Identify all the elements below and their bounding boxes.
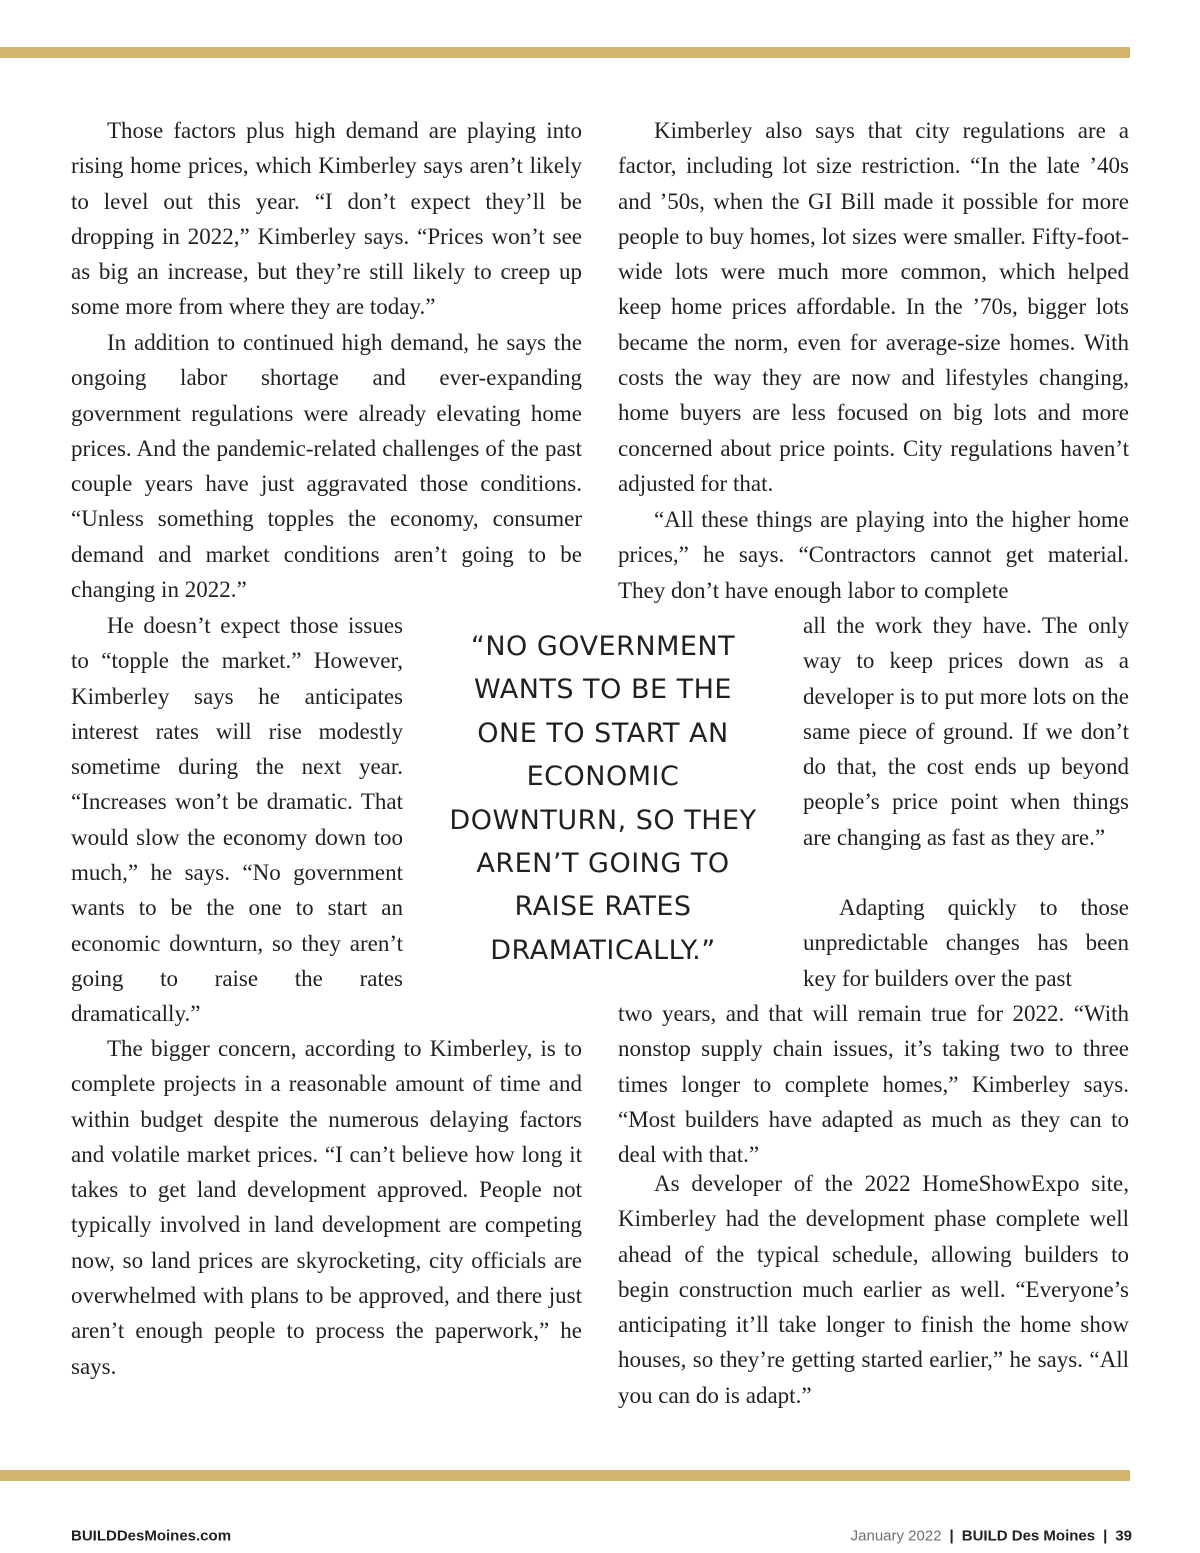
body-paragraph: He doesn’t expect those issues to “topple the market.” However, Kimberley says he anticipates interest rates will rise modestly sometime during the next year. “Increases won’t be dramatic. That would slow the economy down too much,” he says. “No government wants to be the one to start an economic downturn, so they aren’t going to raise the rates dramatically.” xyxy=(71,613,403,1027)
bottom-gold-rule xyxy=(0,1470,1130,1481)
body-paragraph: The bigger concern, according to Kimberley, is to complete projects in a reasonable amount of time and within budget despite the numerous delaying factors and volatile market prices. “I can’t believe how long it takes to get land development approved. People not typically involved in land development are competing now, so land prices are skyrocketing, city officials are overwhelmed with plans to be approved, and there just aren’t enough people to process the paperwork,” he says. xyxy=(71,1036,582,1379)
body-paragraph: Adapting quickly to those unpredictable changes has been key for builders over the past xyxy=(803,895,1129,991)
body-paragraph: As developer of the 2022 HomeShowExpo site, Kimberley had the development phase complete well ahead of the typical schedule, allowing builders to begin construction much earlier as well. “Everyone’s anticipating it’ll take longer to finish the home show houses, so they’re getting started earlier,” he says. “All you can do is adapt.” xyxy=(618,1171,1129,1408)
footer-date: January 2022 xyxy=(850,1527,942,1545)
body-paragraph: Kimberley also says that city regulations are a factor, including lot size restriction. “In the late ’40s and ’50s, when the GI Bill made it possible for more people to buy homes, lot sizes were smaller. Fifty-foot-wide lots were much more common, which helped keep home prices affordable. In the ’70s, bigger lots became the norm, even for average-size homes. With costs the way they are now and lifestyles changing, home buyers are less focused on big lots and more concerned about price points. City regulations haven’t adjusted for that. xyxy=(618,118,1129,496)
body-paragraph: “All these things are playing into the higher home prices,” he says. “Contractors cannot get material. They don’t have enough labor to complete xyxy=(618,507,1129,603)
footer-separator: | xyxy=(949,1527,954,1545)
pull-quote: “NO GOVERNMENT WANTS TO BE THE ONE TO START AN ECONOMIC DOWNTURN, SO THEY AREN’T GOING TO RAISE RATES DRAMATICALLY.” xyxy=(449,631,757,966)
footer-folio xyxy=(851,1528,1132,1545)
top-gold-rule xyxy=(0,47,1130,58)
footer-website: BUILDDesMoines.com xyxy=(71,1527,232,1545)
footer-magazine-name: BUILD Des Moines xyxy=(961,1527,1096,1545)
body-paragraph-continued: all the work they have. The only way to keep prices down as a developer is to put more lots on the same piece of ground. If we don’t do that, the cost ends up beyond people’s price point when things are changing as fast as they are.” xyxy=(803,613,1129,850)
page-number: 39 xyxy=(1115,1527,1132,1545)
body-paragraph: Those factors plus high demand are playing into rising home prices, which Kimberley says aren’t likely to level out this year. “I don’t expect they’ll be dropping in 2022,” Kimberley says. “Prices won’t see as big an increase, but they’re still likely to creep up some more from where they are today.” xyxy=(71,118,582,320)
body-paragraph: In addition to continued high demand, he says the ongoing labor shortage and ever-expanding government regulations were already elevating home prices. And the pandemic-related challenges of the past couple years have just aggravated those conditions. “Unless something topples the economy, consumer demand and market conditions aren’t going to be changing in 2022.” xyxy=(71,330,582,603)
body-paragraph-continued: two years, and that will remain true for 2022. “With nonstop supply chain issues, it’s taking two to three times longer to complete homes,” Kimberley says. “Most builders have adapted as much as they can to deal with that.” xyxy=(618,1001,1129,1168)
footer-separator: | xyxy=(1103,1527,1108,1545)
